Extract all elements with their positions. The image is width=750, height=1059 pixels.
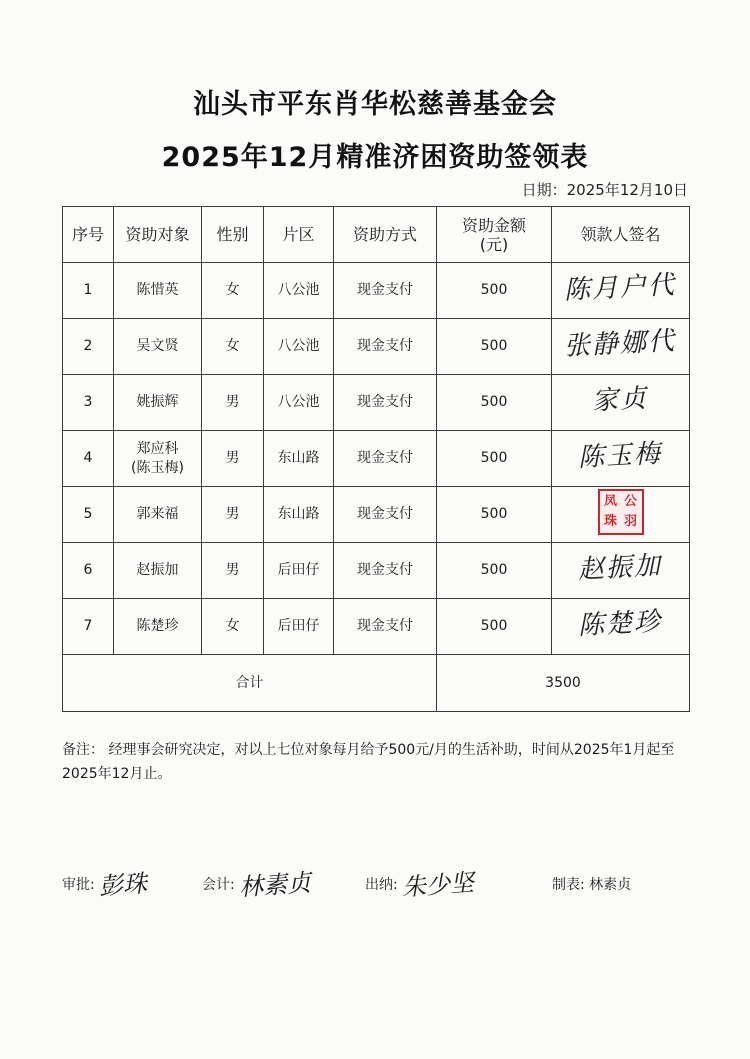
approve-label: 审批: bbox=[62, 877, 95, 893]
cell-amount: 500 bbox=[437, 375, 552, 431]
cell-no: 2 bbox=[63, 319, 114, 375]
cell-no: 5 bbox=[63, 487, 114, 543]
cell-signature bbox=[552, 431, 690, 487]
cell-gender: 男 bbox=[202, 487, 264, 543]
cell-name: 郭来福 bbox=[114, 487, 202, 543]
column-header: 性别 bbox=[202, 207, 264, 263]
table-body bbox=[63, 263, 690, 655]
page-subtitle: 2025年12月精准济困资助签领表 bbox=[161, 142, 589, 173]
cell-area: 八公池 bbox=[264, 319, 334, 375]
handwritten-signature: 家贞 bbox=[591, 383, 650, 417]
note-text: 备注： 经理事会研究决定，对以上七位对象每月给予500元/月的生活补助，时间从2025年1月起至2025年12月止。 bbox=[62, 742, 675, 782]
cell-no: 6 bbox=[63, 543, 114, 599]
seal-character: 羽 bbox=[623, 513, 637, 529]
cell-gender: 男 bbox=[202, 375, 264, 431]
date-value: 2025年12月10日 bbox=[566, 181, 688, 199]
accountant-block bbox=[202, 868, 312, 902]
cell-amount: 500 bbox=[437, 599, 552, 655]
maker-block bbox=[552, 873, 631, 897]
cell-name: 陈惜英 bbox=[114, 263, 202, 319]
cell-signature bbox=[552, 319, 690, 375]
cell-method: 现金支付 bbox=[334, 431, 437, 487]
seal-character: 公 bbox=[623, 493, 637, 509]
cell-no: 4 bbox=[63, 431, 114, 487]
cell-no: 1 bbox=[63, 263, 114, 319]
funding-table bbox=[62, 206, 690, 712]
cell-area: 后田仔 bbox=[264, 599, 334, 655]
approve-signature: 彭珠 bbox=[97, 869, 148, 901]
column-header: 资助金额 (元) bbox=[437, 207, 552, 263]
maker-name: 林素贞 bbox=[589, 877, 632, 893]
handwritten-signature: 赵振加 bbox=[577, 550, 664, 586]
cell-method: 现金支付 bbox=[334, 599, 437, 655]
total-value: 3500 bbox=[437, 655, 690, 712]
cell-name: 郑应科 (陈玉梅) bbox=[114, 431, 202, 487]
cell-area: 东山路 bbox=[264, 431, 334, 487]
table-row bbox=[63, 543, 690, 599]
cell-gender: 女 bbox=[202, 319, 264, 375]
table-row bbox=[63, 431, 690, 487]
date-line bbox=[522, 179, 688, 200]
seal-stamp bbox=[598, 489, 644, 535]
column-header: 资助方式 bbox=[334, 207, 437, 263]
handwritten-signature: 张静娜代 bbox=[563, 326, 678, 362]
seal-character: 凤 bbox=[603, 493, 617, 509]
cell-amount: 500 bbox=[437, 263, 552, 319]
cell-area: 八公池 bbox=[264, 375, 334, 431]
column-header: 资助对象 bbox=[114, 207, 202, 263]
total-label: 合计 bbox=[63, 655, 437, 712]
cell-amount: 500 bbox=[437, 431, 552, 487]
cell-name: 赵振加 bbox=[114, 543, 202, 599]
table-row bbox=[63, 487, 690, 543]
handwritten-signature: 陈玉梅 bbox=[577, 438, 664, 474]
cell-signature bbox=[552, 599, 690, 655]
cell-gender: 男 bbox=[202, 431, 264, 487]
accountant-label: 会计: bbox=[202, 877, 235, 893]
cashier-signature: 朱少坚 bbox=[400, 868, 475, 902]
table-header-row bbox=[63, 207, 690, 263]
cell-gender: 女 bbox=[202, 599, 264, 655]
cell-signature bbox=[552, 487, 690, 543]
cell-gender: 男 bbox=[202, 543, 264, 599]
table-row bbox=[63, 263, 690, 319]
cell-amount: 500 bbox=[437, 543, 552, 599]
table-row bbox=[63, 319, 690, 375]
cell-name: 吴文贤 bbox=[114, 319, 202, 375]
cashier-label: 出纳: bbox=[365, 877, 398, 893]
cell-area: 八公池 bbox=[264, 263, 334, 319]
date-label: 日期： bbox=[521, 181, 567, 199]
cell-amount: 500 bbox=[437, 319, 552, 375]
page-title: 汕头市平东肖华松慈善基金会 bbox=[193, 89, 557, 120]
cashier-block bbox=[365, 868, 475, 902]
cell-signature bbox=[552, 263, 690, 319]
cell-signature bbox=[552, 375, 690, 431]
cell-name: 陈楚珍 bbox=[114, 599, 202, 655]
column-header: 序号 bbox=[63, 207, 114, 263]
handwritten-signature: 陈楚珍 bbox=[577, 606, 664, 642]
cell-method: 现金支付 bbox=[334, 319, 437, 375]
table-row bbox=[63, 599, 690, 655]
maker-label: 制表: bbox=[552, 877, 585, 893]
cell-method: 现金支付 bbox=[334, 543, 437, 599]
cell-no: 3 bbox=[63, 375, 114, 431]
cell-gender: 女 bbox=[202, 263, 264, 319]
cell-area: 东山路 bbox=[264, 487, 334, 543]
cell-method: 现金支付 bbox=[334, 375, 437, 431]
cell-area: 后田仔 bbox=[264, 543, 334, 599]
column-header: 片区 bbox=[264, 207, 334, 263]
accountant-signature: 林素贞 bbox=[237, 868, 312, 902]
cell-method: 现金支付 bbox=[334, 263, 437, 319]
cell-amount: 500 bbox=[437, 487, 552, 543]
cell-signature bbox=[552, 543, 690, 599]
seal-character: 珠 bbox=[603, 513, 617, 529]
cell-no: 7 bbox=[63, 599, 114, 655]
cell-method: 现金支付 bbox=[334, 487, 437, 543]
table-row bbox=[63, 375, 690, 431]
approve-block bbox=[62, 869, 148, 901]
column-header: 领款人签名 bbox=[552, 207, 690, 263]
cell-name: 姚振辉 bbox=[114, 375, 202, 431]
handwritten-signature: 陈月户代 bbox=[563, 270, 678, 306]
total-row bbox=[63, 655, 690, 712]
